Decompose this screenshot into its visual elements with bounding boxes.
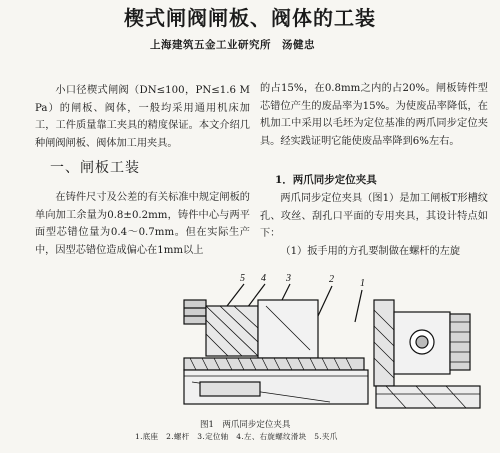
- callout-label: 1: [360, 278, 365, 289]
- list-item: （1）扳手用的方孔要制做在螺杆的左旋: [280, 245, 461, 257]
- callout-label: 3: [286, 273, 291, 284]
- callout-label: 2: [329, 274, 334, 285]
- section-paragraph: [35, 189, 250, 259]
- side-base: [376, 386, 480, 408]
- article-title: 楔式闸阀闸板、阀体的工装: [124, 6, 376, 30]
- clamp-claw: [184, 300, 206, 324]
- continuation-text: 的占15%，在0.8mm之内的占20%。闸板铸件型芯错位产生的废品率为15%。为使废品率降低，在机加工中采用以毛坯为定位基准的两爪同步定位夹具。经实践证明它能使废品率降到6%左右。: [260, 83, 488, 147]
- callout-leader-2: [318, 286, 332, 316]
- figure-caption: 图1 两爪同步定位夹具: [200, 420, 291, 430]
- continuation-paragraph: [260, 80, 488, 150]
- fixture-figure: [180, 270, 495, 422]
- section-text: 在铸件尺寸及公差的有关标准中规定闸板的单向加工余量为0.8±0.2mm，铸件中心与两平面型芯错位量为0.4～0.7mm。但在实际生产中，因型芯错位造成偏心在1mm以上: [35, 192, 250, 256]
- subsection-body: [260, 190, 488, 260]
- figure-legend: 1.底座 2.螺杆 3.定位轴 4.左、右旋螺纹滑块 5.夹爪: [135, 432, 338, 441]
- author-affiliation: 上海建筑五金工业研究所 汤健忠: [150, 39, 315, 51]
- intro-text: 小口径楔式闸阀（DN≤100，PN≤1.6 MPa）的闸板、阀体，一般均采用通用机床加工，工件质量靠工夹具的精度保证。本文介绍几种闸阀闸板、阀体加工用夹具。: [35, 85, 250, 149]
- callout-leader-1: [355, 290, 362, 322]
- subsection-paragraph: 两爪同步定位夹具（图1）是加工闸板T形槽纹孔、攻丝、刮孔口平面的专用夹具，其设计特点如下：: [260, 193, 488, 239]
- section-heading: 一、闸板工装: [50, 160, 140, 176]
- subsection-heading: 1．两爪同步定位夹具: [275, 174, 377, 186]
- callout-label: 5: [240, 273, 245, 284]
- intro-paragraph: [35, 82, 250, 152]
- callout-label: 4: [261, 273, 266, 284]
